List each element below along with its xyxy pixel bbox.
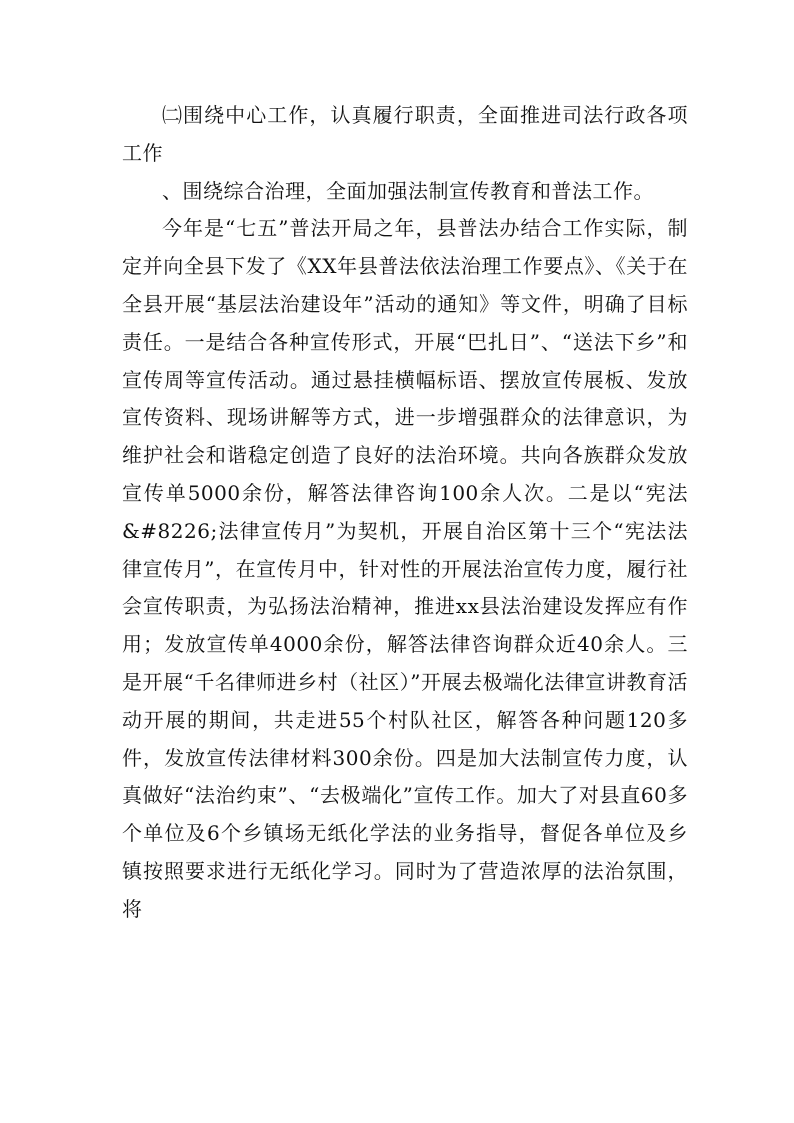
body-text — [122, 97, 688, 929]
body-paragraph: 今年是“七五”普法开局之年，县普法办结合工作实际，制定并向全县下发了《XX年县普法依法治理工作要点》、《关于在全县开展“基层法治建设年”活动的通知》等文件，明确了目标责任。一是结合各种宣传形式，开展“巴扎日”、“送法下乡”和宣传周等宣传活动。通过悬挂横幅标语、摆放宣传展板、发放宣传资料、现场讲解等方式，进一步增强群众的法律意识，为维护社会和谐稳定创造了良好的法治环境。共向各族群众发放宣传单5000余份，解答法律咨询100余人次。二是以“宪法&#8226;法律宣传月”为契机，开展自治区第十三个“宪法法律宣传月”，在宣传月中，针对性的开展法治宣传力度，履行社会宣传职责，为弘扬法治精神，推进xx县法治建设发挥应有作用；发放宣传单4000余份，解答法律咨询群众近40余人。三是开展“千名律师进乡村（社区）”开展去极端化法律宣讲教育活动开展的期间，共走进55个村队社区，解答各种问题120多件，发放宣传法律材料300余份。四是加大法制宣传力度，认真做好“法治约束”、“去极端化”宣传工作。加大了对县直60多个单位及6个乡镇场无纸化学法的业务指导，督促各单位及乡镇按照要求进行无纸化学习。同时为了营造浓厚的法治氛围，将 — [122, 216, 688, 921]
section-heading: ㈡围绕中心工作，认真履行职责，全面推进司法行政各项工作 — [122, 103, 688, 165]
subsection-heading: 、围绕综合治理，全面加强法制宣传教育和普法工作。 — [162, 178, 654, 203]
